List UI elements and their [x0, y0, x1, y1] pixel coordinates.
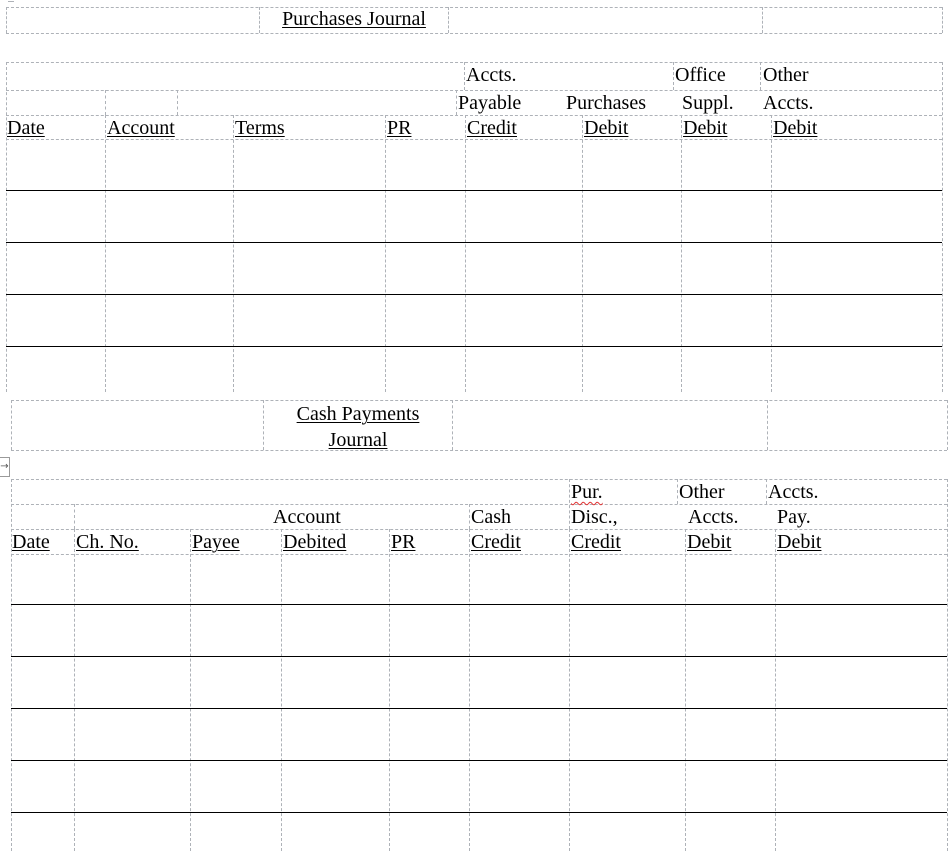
cpj-col-payee: Payee [192, 531, 240, 553]
pj-col-date: Date [7, 117, 45, 139]
cpj-row-line [11, 656, 947, 657]
pj-accts-payable-line2: Payable [458, 92, 522, 114]
pj-office-line2: Suppl. [682, 92, 734, 114]
pj-col-pr: PR [387, 117, 412, 139]
cpj-row-line [11, 760, 947, 761]
cpj-pur-disc-line1: Pur. [571, 481, 603, 503]
cpj-row-line [11, 604, 947, 605]
pj-other-line2: Accts. [763, 92, 814, 114]
cpj-account-line2: Debited [283, 531, 347, 553]
cpj-col-check-no: Ch. No. [76, 531, 139, 553]
pj-col-account: Account [107, 117, 175, 139]
cpj-col-date: Date [12, 531, 50, 553]
cpj-other-line2: Accts. [688, 506, 739, 528]
cpj-col-pr: PR [391, 531, 416, 553]
cpj-accts-pay-line2: Pay. [777, 506, 811, 528]
pj-row-line [6, 190, 942, 191]
pj-row-line [6, 346, 942, 347]
pj-office-line1: Office [675, 64, 726, 86]
cpj-account-line1: Account [273, 506, 341, 528]
cpj-title-line2: Journal [328, 429, 388, 451]
pj-other-line3: Debit [773, 117, 818, 139]
cpj-other-line3: Debit [687, 531, 732, 553]
pj-purchases-line1: Purchases [566, 92, 646, 114]
pj-col-terms: Terms [235, 117, 285, 139]
purchases-journal-title: Purchases Journal [282, 8, 426, 30]
cpj-cash-line1: Cash [471, 506, 511, 528]
cpj-accts-pay-line1: Accts. [768, 481, 819, 503]
pj-other-line1: Other [763, 64, 809, 86]
pj-office-line3: Debit [683, 117, 728, 139]
cpj-accts-pay-line3: Debit [777, 531, 822, 553]
cpj-pur-disc-line3: Credit [571, 531, 621, 553]
cpj-row-line [11, 812, 947, 813]
pj-purchases-line2: Debit [584, 117, 629, 139]
paragraph-marker-icon: → [0, 457, 10, 477]
cpj-cash-line2: Credit [471, 531, 521, 553]
cpj-title-line1: Cash Payments [296, 403, 420, 425]
pj-accts-payable-line3: Credit [467, 117, 517, 139]
pj-row-line [6, 242, 942, 243]
cpj-row-line [11, 708, 947, 709]
cpj-pur-disc-line2: Disc., [571, 506, 618, 528]
pj-row-line [6, 294, 942, 295]
cpj-other-line1: Other [679, 481, 725, 503]
pj-accts-payable-line1: Accts. [466, 64, 517, 86]
